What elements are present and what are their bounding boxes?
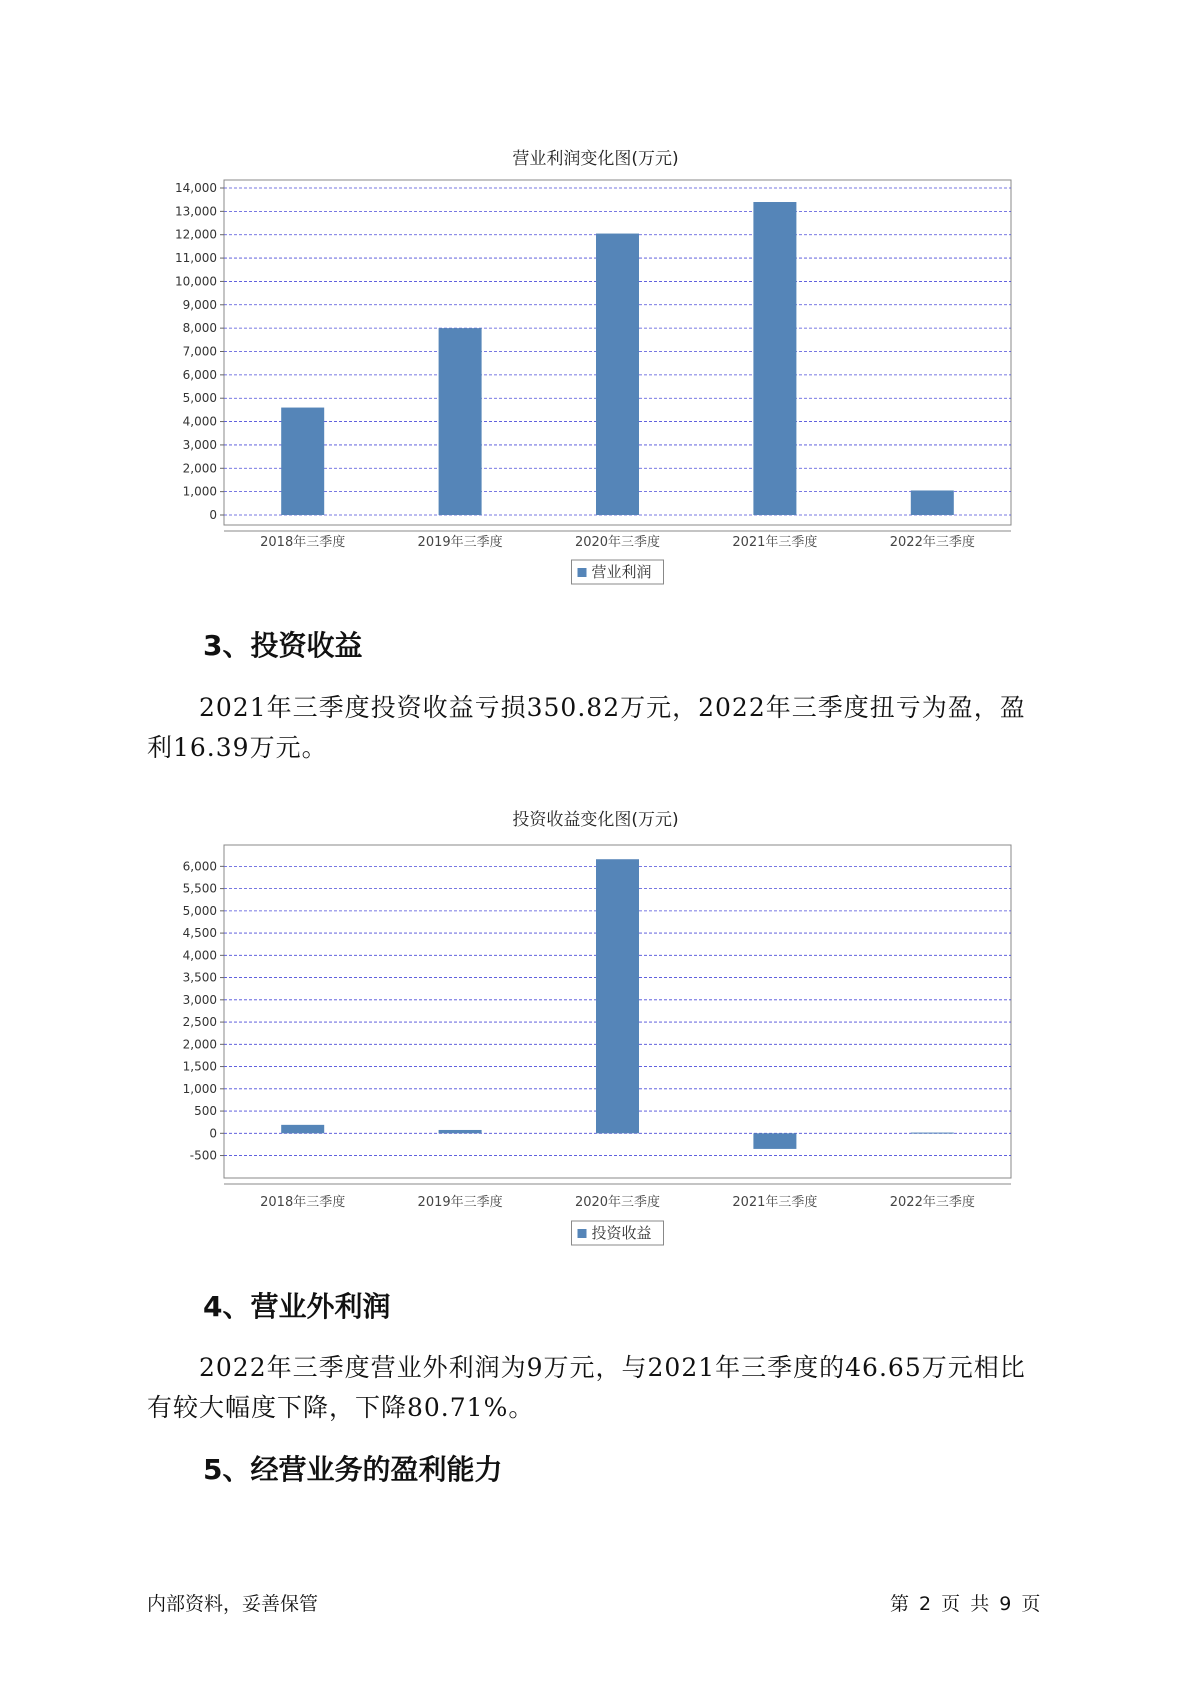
chart1 bbox=[0, 170, 1191, 590]
chart1-y-tick-label: 4,000 bbox=[182, 414, 217, 429]
chart1-y-tick-label: 1,000 bbox=[182, 484, 217, 499]
chart2-bar bbox=[911, 1133, 954, 1134]
chart1-bar bbox=[439, 328, 482, 515]
chart2-y-tick-label: 4,500 bbox=[182, 926, 217, 941]
chart2-legend-swatch bbox=[578, 1229, 587, 1238]
chart1-y-tick-label: 14,000 bbox=[175, 181, 217, 195]
chart1-x-tick-label: 2020年三季度 bbox=[574, 535, 661, 550]
chart2-bar bbox=[439, 1130, 482, 1133]
chart2-y-tick-label: 1,000 bbox=[182, 1081, 217, 1096]
chart1-x-tick-label: 2019年三季度 bbox=[417, 535, 503, 550]
chart2-y-tick-label: 0 bbox=[209, 1126, 217, 1141]
chart2-bar bbox=[281, 1125, 324, 1133]
section3-line2: 利16.39万元。 bbox=[147, 733, 328, 762]
section4-heading: 4、营业外利润 bbox=[203, 1290, 391, 1323]
chart1-bar bbox=[281, 408, 324, 515]
chart1-bar bbox=[596, 234, 639, 515]
chart1-y-tick-label: 3,000 bbox=[182, 437, 217, 452]
chart2-y-tick-label: 5,000 bbox=[182, 903, 217, 918]
section3-heading: 3、投资收益 bbox=[203, 629, 363, 662]
section3-line1: 2021年三季度投资收益亏损350.82万元，2022年三季度扭亏为盈，盈 bbox=[199, 693, 1026, 722]
chart1-y-tick-label: 13,000 bbox=[175, 204, 217, 219]
chart2-y-tick-label: 1,500 bbox=[182, 1059, 217, 1074]
chart1-x-tick-label: 2022年三季度 bbox=[889, 535, 975, 550]
chart1-legend-swatch bbox=[578, 568, 587, 577]
chart2-y-tick-label: 6,000 bbox=[182, 859, 217, 874]
section4-paragraph bbox=[147, 1348, 1047, 1428]
chart2-y-tick-label: 3,000 bbox=[182, 992, 217, 1007]
chart2-x-tick-label: 2018年三季度 bbox=[260, 1195, 346, 1210]
chart1-title: 营业利润变化图(万元) bbox=[512, 149, 679, 169]
chart1-y-tick-label: 10,000 bbox=[175, 274, 217, 289]
footer-left: 内部资料，妥善保管 bbox=[147, 1593, 319, 1615]
chart2-y-tick-label: 2,000 bbox=[182, 1037, 217, 1052]
chart2-legend-label: 投资收益 bbox=[591, 1224, 652, 1242]
chart2-x-tick-label: 2019年三季度 bbox=[417, 1195, 503, 1210]
chart1-y-tick-label: 6,000 bbox=[182, 367, 217, 382]
chart1-y-tick-label: 11,000 bbox=[175, 251, 217, 266]
chart2 bbox=[0, 830, 1191, 1260]
section4-line2: 有较大幅度下降，下降80.71%。 bbox=[147, 1393, 535, 1422]
chart1-y-tick-label: 12,000 bbox=[175, 227, 217, 242]
chart1-y-tick-label: 9,000 bbox=[182, 297, 217, 312]
chart2-y-tick-label: -500 bbox=[189, 1148, 217, 1163]
chart2-y-tick-label: 2,500 bbox=[182, 1015, 217, 1030]
chart2-y-tick-label: 4,000 bbox=[182, 948, 217, 963]
chart1-y-tick-label: 0 bbox=[209, 508, 217, 522]
chart1-y-tick-label: 5,000 bbox=[182, 391, 217, 406]
chart1-bar bbox=[753, 202, 796, 515]
chart2-x-tick-label: 2021年三季度 bbox=[732, 1195, 818, 1210]
chart2-y-tick-label: 3,500 bbox=[182, 970, 217, 985]
chart2-y-tick-label: 5,500 bbox=[182, 881, 217, 896]
chart2-bar bbox=[753, 1133, 796, 1149]
chart1-x-tick-label: 2021年三季度 bbox=[732, 535, 818, 550]
chart2-x-tick-label: 2022年三季度 bbox=[889, 1195, 975, 1210]
section3-paragraph bbox=[147, 688, 1047, 768]
chart2-y-tick-label: 500 bbox=[194, 1104, 217, 1119]
chart1-y-tick-label: 8,000 bbox=[182, 321, 217, 336]
chart1-y-tick-label: 7,000 bbox=[182, 344, 217, 359]
section4-line1: 2022年三季度营业外利润为9万元，与2021年三季度的46.65万元相比 bbox=[199, 1353, 1026, 1382]
footer-page-number: 第 2 页 共 9 页 bbox=[890, 1593, 1041, 1615]
chart2-x-tick-label: 2020年三季度 bbox=[574, 1195, 661, 1210]
chart1-bar bbox=[911, 490, 954, 515]
chart1-y-tick-label: 2,000 bbox=[182, 461, 217, 476]
chart1-legend-label: 营业利润 bbox=[591, 563, 652, 581]
chart2-title: 投资收益变化图(万元) bbox=[512, 810, 679, 830]
chart2-bar bbox=[596, 859, 639, 1133]
chart1-x-tick-label: 2018年三季度 bbox=[260, 535, 346, 550]
section5-heading: 5、经营业务的盈利能力 bbox=[203, 1453, 503, 1486]
